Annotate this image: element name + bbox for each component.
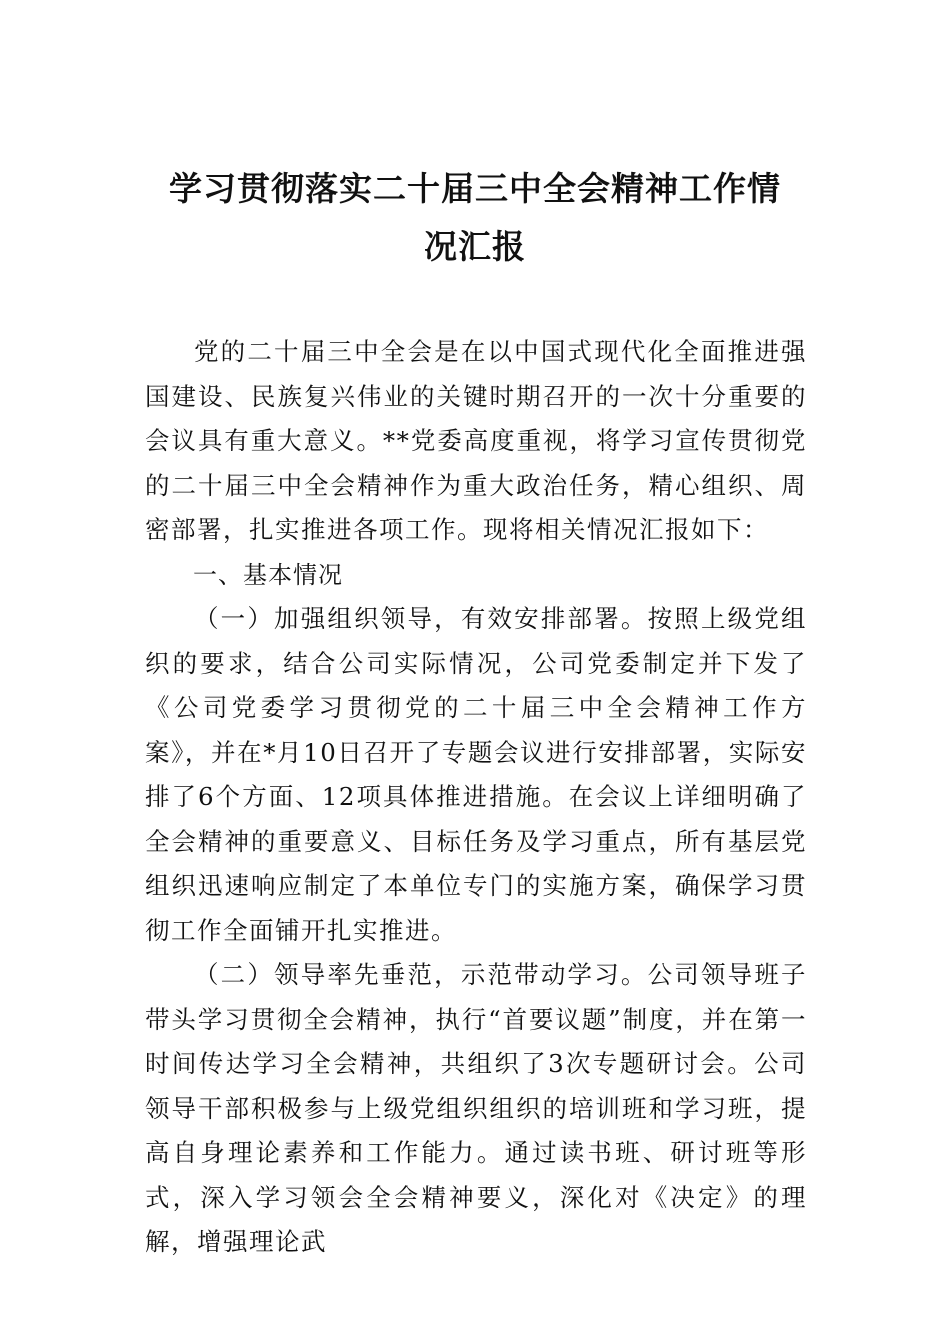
paragraph-leadership (145, 953, 807, 1265)
paragraph-organization (145, 597, 807, 953)
section-heading-basic: 一、基本情况 (193, 560, 343, 589)
title-line-2: 况汇报 (424, 227, 526, 266)
document-title (145, 160, 805, 276)
paragraph-lead: （二）领导率先垂范，示范带动学习。 (194, 960, 648, 989)
intro-paragraph: 党的二十届三中全会是在以中国式现代化全面推进强国建设、民族复兴伟业的关键时期召开的一次十分重要的会议具有重大意义。**党委高度重视，将学习宣传贯彻党的二十届三中全会精神作为重大政治任务，精心组织、周密部署，扎实推进各项工作。现将相关情况汇报如下： (145, 337, 807, 544)
title-line-1: 学习贯彻落实二十届三中全会精神工作情 (169, 169, 781, 208)
paragraph-text: 公司领导班子带头学习贯彻全会精神，执行“首要议题”制度，并在第一时间传达学习全会精神，共组织了3次专题研讨会。公司领导干部积极参与上级党组织组织的培训班和学习班，提高自身理论素养和工作能力。通过读书班、研讨班等形式，深入学习领会全会精神要义，深化对《决定》的理解，增强理论武 (145, 960, 808, 1256)
document-body (145, 330, 807, 1265)
paragraph-text: 按照上级党组织的要求，结合公司实际情况，公司党委制定并下发了《公司党委学习贯彻党的二十届三中全会精神工作方案》，并在*月10日召开了专题会议进行安排部署，实际安排了6个方面、12项具体推进措施。在会议上详细明确了全会精神的重要意义、目标任务及学习重点，所有基层党组织迅速响应制定了本单位专门的实施方案，确保学习贯彻工作全面铺开扎实推进。 (145, 604, 808, 945)
paragraph-lead: （一）加强组织领导，有效安排部署。 (194, 604, 648, 633)
